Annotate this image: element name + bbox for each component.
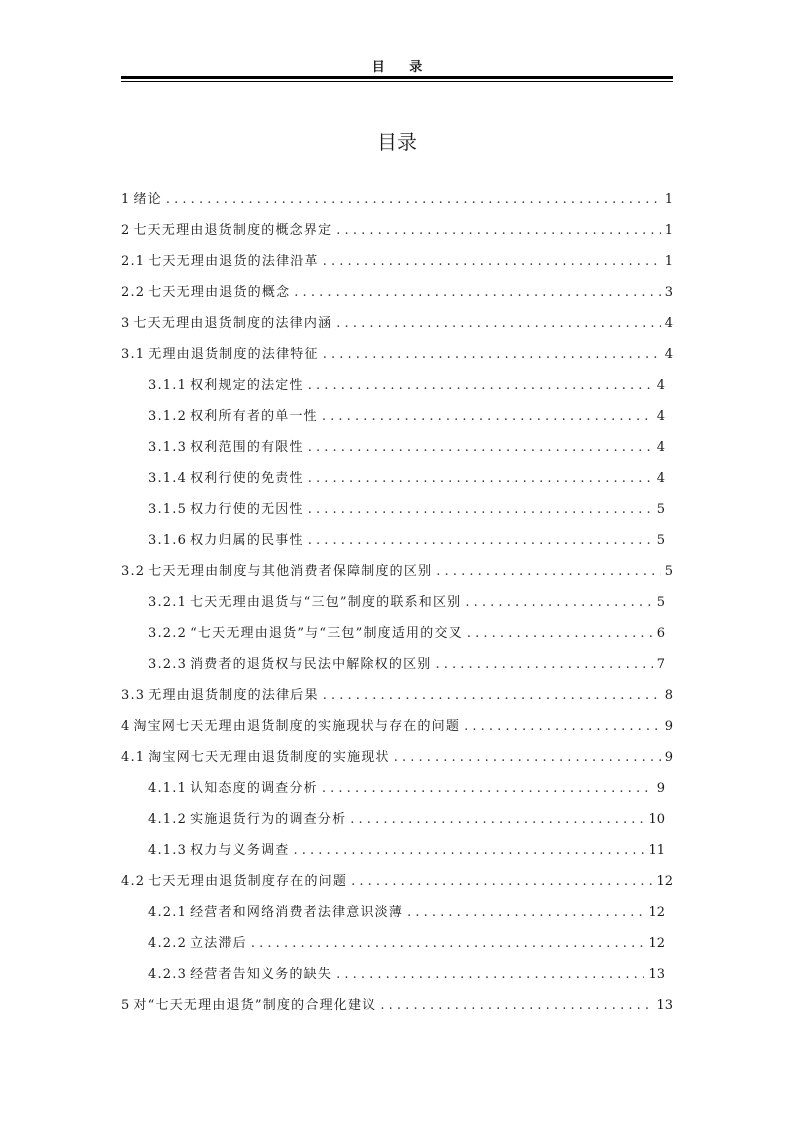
toc-dot-leader xyxy=(251,928,645,959)
toc-page-number: 6 xyxy=(656,626,665,641)
toc-entry[interactable] xyxy=(121,401,673,432)
toc-dot-leader xyxy=(308,370,653,401)
toc-dot-leader xyxy=(435,649,652,680)
toc-page-number: 9 xyxy=(664,719,673,734)
toc-entry-title: 权利所有者的单一性 xyxy=(190,409,318,424)
toc-entry-title: 绪论 xyxy=(133,192,162,207)
toc-entry-number: 3.1.4 xyxy=(148,471,188,486)
toc-entry[interactable] xyxy=(121,432,673,463)
toc-page-number: 7 xyxy=(656,657,665,672)
toc-entry-title: 七天无理由退货的法律沿革 xyxy=(148,254,319,269)
toc-dot-leader xyxy=(380,990,652,1021)
toc-entry[interactable] xyxy=(121,928,673,959)
toc-entry-title: 权力归属的民事性 xyxy=(190,533,304,548)
toc-entry-number: 4.2 xyxy=(121,874,146,889)
toc-entry-title: 无理由退货制度的法律后果 xyxy=(148,688,319,703)
toc-entry[interactable] xyxy=(121,959,673,990)
toc-page-number: 5 xyxy=(664,564,673,579)
toc-entry-title: 淘宝网七天无理由退货制度的实施现状 xyxy=(148,750,390,765)
toc-dot-leader xyxy=(351,866,652,897)
toc-entry-number: 4.2.2 xyxy=(148,936,188,951)
toc-entry-title: 认知态度的调查分析 xyxy=(190,781,318,796)
toc-entry[interactable] xyxy=(121,835,673,866)
toc-dot-leader xyxy=(436,556,660,587)
toc-page-number: 1 xyxy=(664,254,673,269)
toc-entry-number: 3.1.5 xyxy=(148,502,188,517)
toc-dot-leader xyxy=(464,711,661,742)
toc-entry[interactable] xyxy=(121,339,673,370)
toc-entry[interactable] xyxy=(121,897,673,928)
toc-entry-title: 对“七天无理由退货”制度的合理化建议 xyxy=(133,998,377,1013)
toc-dot-leader xyxy=(465,587,652,618)
toc-entry-title: 消费者的退货权与民法中解除权的区别 xyxy=(190,657,432,672)
toc-entry-title: 无理由退货制度的法律特征 xyxy=(148,347,319,362)
toc-dot-leader xyxy=(293,835,644,866)
toc-dot-leader xyxy=(323,680,661,711)
toc-page-number: 1 xyxy=(664,223,673,238)
toc-page-number: 4 xyxy=(664,316,673,331)
toc-page-number: 8 xyxy=(664,688,673,703)
toc-page-number: 4 xyxy=(656,471,665,486)
toc-entry[interactable] xyxy=(121,184,673,215)
toc-entry[interactable] xyxy=(121,618,673,649)
toc-page-number: 9 xyxy=(664,750,673,765)
toc-dot-leader xyxy=(308,525,653,556)
toc-entry[interactable] xyxy=(121,246,673,277)
toc-entry-number: 3.3 xyxy=(121,688,146,703)
toc-entry[interactable] xyxy=(121,370,673,401)
toc-page-number: 4 xyxy=(656,378,665,393)
toc-entry-number: 4.1.2 xyxy=(148,812,188,827)
toc-dot-leader xyxy=(323,246,661,277)
toc-page-number: 12 xyxy=(648,905,665,920)
toc-page-number: 10 xyxy=(648,812,665,827)
toc-page-number: 11 xyxy=(648,843,665,858)
toc-entry[interactable] xyxy=(121,556,673,587)
toc-page-number: 4 xyxy=(664,347,673,362)
toc-page-number: 4 xyxy=(656,440,665,455)
toc-dot-leader xyxy=(336,308,660,339)
toc-entry-title: 经营者告知义务的缺失 xyxy=(190,967,333,982)
toc-entry[interactable] xyxy=(121,742,673,773)
toc-entry-title: 七天无理由退货的概念 xyxy=(148,285,291,300)
toc-entry[interactable] xyxy=(121,711,673,742)
toc-entry-title: 权力行使的无因性 xyxy=(190,502,304,517)
toc-entry-number: 2.2 xyxy=(121,285,146,300)
toc-page-number: 3 xyxy=(664,285,673,300)
toc-dot-leader xyxy=(166,184,661,215)
toc-entry[interactable] xyxy=(121,804,673,835)
toc-dot-leader xyxy=(467,618,653,649)
toc-entry-number: 3.2.3 xyxy=(148,657,188,672)
running-header: 目 录 xyxy=(371,60,433,75)
toc-page-number: 13 xyxy=(648,967,665,982)
toc-entry-title: 七天无理由退货制度的法律内涵 xyxy=(133,316,333,331)
toc-dot-leader xyxy=(336,215,660,246)
toc-entry-title: 七天无理由退货与“三包”制度的联系和区别 xyxy=(190,595,462,610)
toc-dot-leader xyxy=(394,742,661,773)
toc-entry[interactable] xyxy=(121,277,673,308)
toc-page-number: 1 xyxy=(664,192,673,207)
toc-entry[interactable] xyxy=(121,308,673,339)
toc-entry-title: 七天无理由退货制度存在的问题 xyxy=(148,874,348,889)
page-title: 目录 xyxy=(377,130,417,154)
toc-dot-leader xyxy=(308,432,653,463)
toc-page-number: 13 xyxy=(656,998,673,1013)
toc-entry-title: 立法滞后 xyxy=(190,936,247,951)
toc-entry-number: 1 xyxy=(121,192,131,207)
toc-entry-title: 权利行使的免责性 xyxy=(190,471,304,486)
toc-entry-number: 3.2 xyxy=(121,564,146,579)
toc-entry-number: 4.1.1 xyxy=(148,781,188,796)
toc-page-number: 4 xyxy=(656,409,665,424)
toc-entry[interactable] xyxy=(121,990,673,1021)
header-rule-thin xyxy=(121,81,673,82)
toc-entry[interactable] xyxy=(121,866,673,897)
toc-entry-title: 七天无理由制度与其他消费者保障制度的区别 xyxy=(148,564,433,579)
toc-dot-leader xyxy=(407,897,644,928)
toc-dot-leader xyxy=(322,401,653,432)
toc-page-number: 5 xyxy=(656,595,665,610)
toc-entry-number: 3.2.1 xyxy=(148,595,188,610)
toc-entry-title: 淘宝网七天无理由退货制度的实施现状与存在的问题 xyxy=(133,719,461,734)
toc-dot-leader xyxy=(350,804,644,835)
toc-entry[interactable] xyxy=(121,463,673,494)
toc-entry-title: 实施退货行为的调查分析 xyxy=(190,812,347,827)
toc-entry[interactable] xyxy=(121,773,673,804)
toc-entry[interactable] xyxy=(121,525,673,556)
toc-page-number: 12 xyxy=(648,936,665,951)
toc-entry-number: 4 xyxy=(121,719,131,734)
toc-entry-number: 3 xyxy=(121,316,131,331)
toc-entry-title: “七天无理由退货”与“三包”制度适用的交叉 xyxy=(190,626,463,641)
header-rule-thick xyxy=(121,76,673,79)
toc-entry-number: 3.1.6 xyxy=(148,533,188,548)
toc-page-number: 5 xyxy=(656,533,665,548)
toc-dot-leader xyxy=(308,494,653,525)
toc-entry[interactable] xyxy=(121,215,673,246)
toc-dot-leader xyxy=(294,277,660,308)
toc-entry[interactable] xyxy=(121,494,673,525)
toc-dot-leader xyxy=(323,339,661,370)
toc-entry[interactable] xyxy=(121,587,673,618)
toc-entry-number: 4.1 xyxy=(121,750,146,765)
toc-entry-number: 3.1 xyxy=(121,347,146,362)
toc-entry-number: 4.2.3 xyxy=(148,967,188,982)
toc-entry[interactable] xyxy=(121,680,673,711)
toc-entry-number: 4.2.1 xyxy=(148,905,188,920)
toc-page-number: 9 xyxy=(656,781,665,796)
toc-entry-title: 权利范围的有限性 xyxy=(190,440,304,455)
toc-page-number: 5 xyxy=(656,502,665,517)
toc-entry-number: 2 xyxy=(121,223,131,238)
toc-dot-leader xyxy=(336,959,644,990)
toc-entry-title: 权力与义务调查 xyxy=(190,843,290,858)
toc-entry-title: 权利规定的法定性 xyxy=(190,378,304,393)
toc-entry[interactable] xyxy=(121,649,673,680)
toc-entry-number: 4.1.3 xyxy=(148,843,188,858)
table-of-contents xyxy=(121,184,673,1021)
toc-entry-title: 七天无理由退货制度的概念界定 xyxy=(133,223,333,238)
toc-entry-title: 经营者和网络消费者法律意识淡薄 xyxy=(190,905,404,920)
toc-dot-leader xyxy=(322,773,653,804)
toc-entry-number: 3.1.1 xyxy=(148,378,188,393)
toc-entry-number: 5 xyxy=(121,998,131,1013)
toc-entry-number: 3.2.2 xyxy=(148,626,188,641)
toc-entry-number: 3.1.2 xyxy=(148,409,188,424)
toc-page-number: 12 xyxy=(656,874,673,889)
toc-dot-leader xyxy=(308,463,653,494)
toc-entry-number: 3.1.3 xyxy=(148,440,188,455)
toc-entry-number: 2.1 xyxy=(121,254,146,269)
